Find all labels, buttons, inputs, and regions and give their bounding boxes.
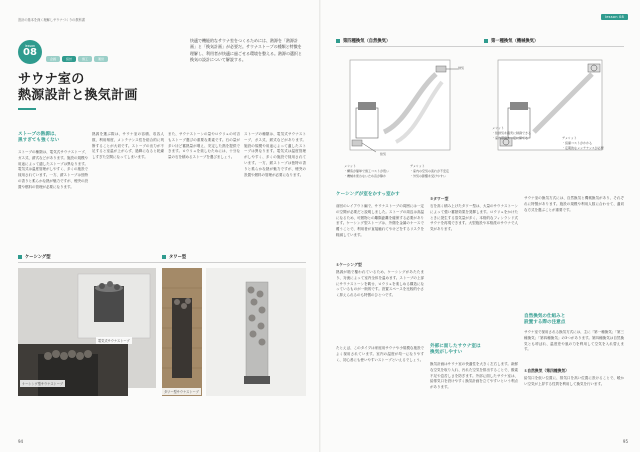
photo-tower-stove xyxy=(206,268,306,396)
photo-tower-sauna xyxy=(162,268,202,396)
square-bullet-icon xyxy=(18,255,22,259)
step-plan: 企画 xyxy=(46,56,60,62)
note-mechanical-merit: メリット ・給排気を確実に制御できる ・室内環境を一定に保てる xyxy=(492,126,532,140)
figure-heading-tower: タワー型 xyxy=(162,254,186,260)
subheading-casing: ①ケーシング型 xyxy=(336,262,362,267)
body-col-1: ストーブの種類は、電気式サウナストーブ、ガス式、薪式などがあります。施設の規模や用途によって適したストーブは異なります。電気式は温度管理がしやすく、多くの施設で採用されています。一方、薪ストーブは独特の香りと柔らかな熱が魅力ですが、煙突の設置や燃料の管理が必要になります。 xyxy=(18,150,88,189)
body-col-4: ストーブの種類は、電気式サウナストーブ、ガス式、薪式などがあります。施設の規模や用途によって適したストーブは異なります。電気式は温度管理がしやすく、多くの施設で採用されています。一方、薪ストーブは独特の香りと柔らかな熱が魅力ですが、煙突の設置や燃料の管理が必要になります。 xyxy=(244,132,306,177)
running-header-left: 設計の基本を深く理解しサウナづくりの教科書 xyxy=(18,18,85,22)
figure-heading-natural-ventilation: 第四種換気（自然換気） xyxy=(336,38,390,44)
lesson-label: lesson xyxy=(24,44,36,48)
section-heading-stove: ストーブの熱源は、 黒すぎても強くない xyxy=(18,132,60,144)
square-bullet-icon xyxy=(162,255,166,259)
photo-kerning-stove xyxy=(18,344,128,396)
intro-text: 快適で機能的なサウナ室をつくるためには、熱源を「熱源計画」と「換気計画」が必要だ。サウナストーブの種類と特徴を理解し、利用者が快適に過ごせる環境を整える。熱源の選択と換気の設計について解説する。 xyxy=(190,38,302,63)
step-operate: 運営 xyxy=(94,56,108,62)
caption-tower: タワー型サウナストーブ xyxy=(164,390,199,394)
lesson-number: 08 xyxy=(23,47,37,58)
section-heading-casing: ケーシングが室をかすっ室かす xyxy=(336,192,400,197)
page-number-left: 94 xyxy=(18,439,24,444)
subheading-tower: ②タワー型 xyxy=(430,196,449,201)
body-casing-2: 熱源が箱で覆われているため、ケーシングがあたたまり、対流によって室内全体を温めます。ストーブの上部にサウナストーンを載せ、ロウリュを楽しめる構造になっているものが一般的です。設置スペースを比較的小さく抑えられるのも特徴のひとつです。 xyxy=(336,270,424,298)
gutter xyxy=(319,0,321,452)
body-col-3: また、サウナストーンの量やロウリュの可否もストーブ選びの重要な要素です。石の量が多いほど蓄熱量が増え、安定した熱を提供できます。ロウリュを楽しむためには、十分な量の石を積めるストーブを選びましょう。 xyxy=(168,132,240,160)
body-tower-1: 石を高く積み上げたタワー型は、大量のサウナストーンによって強い蓄熱効果を発揮します。ロウリュをかけたときに発生する蒸気量が多く、本格的なフィンランド式サウナを再現できます。大型施設や本格派のサウナで人気があります。 xyxy=(430,204,518,232)
divider xyxy=(18,262,306,263)
title-line1: サウナ室の xyxy=(18,72,85,87)
body-natural-1: サウナ室で採用される換気方式には、主に「第一種換気」「第三種換気」「第四種換気」の3つがあります。第四種換気は自然換気とも呼ばれ、温度差や風の力を利用して空気を入れ替えます。 xyxy=(524,330,624,352)
section-heading-exterior: 外部に面したサウナ室は 換気がしやすい xyxy=(430,344,481,356)
title-underline xyxy=(18,108,36,110)
step-build: 施工 xyxy=(78,56,92,62)
label-intake-natural: 給気 xyxy=(380,152,387,156)
note-natural-merit: メリット ・構造が簡単で施工コストが低い ・機械を使わないため音が静か xyxy=(344,164,390,178)
lesson-badge xyxy=(18,40,42,64)
section-heading-natural: 自然換気の仕組みと 設置する際の注意点 xyxy=(524,314,566,326)
figure-heading-kerning: ケーシング型 xyxy=(18,254,51,260)
page-title xyxy=(18,72,138,110)
note-natural-demerit: デメリット ・室内の空気の流れが不安定 ・外気の影響を受けやすい xyxy=(410,164,450,178)
note-mechanical-demerit: デメリット ・設備コストがかかる ・定期的なメンテナンスが必要 xyxy=(562,136,604,150)
process-steps xyxy=(46,56,108,62)
lesson-tag: lesson 08 xyxy=(601,14,628,20)
body-natural-2: 給気口を低い位置に、排気口を高い位置に設けることで、暖かい空気が上昇する性質を利用して換気を行います。 xyxy=(524,376,624,386)
body-ventilation: サウナ室の換気方式には、自然換気と機械換気があり、それぞれに特徴があります。施設の規模や利用人数に合わせて、適切な方式を選ぶことが重要です。 xyxy=(524,196,624,212)
square-bullet-icon xyxy=(484,39,488,43)
divider xyxy=(336,46,624,47)
body-exterior: 換気計画はサウナ室の快適性を大きく左右します。新鮮な空気を取り入れ、汚れた空気を排出することで、酸素不足や息苦しさを防ぎます。外部に面したサウナ室は、給排気口を設けやすく換気計画を立てやすいという利点があります。 xyxy=(430,362,518,390)
page-number-right: 95 xyxy=(622,439,628,444)
subheading-natural: ①自然換気（第四種換気） xyxy=(524,368,569,373)
square-bullet-icon xyxy=(336,39,340,43)
body-casing-1: 前回のレイアウト編で、サウナストーブの周囲には一定の空間が必要だと説明しました。ストーブの周辺は高温になるため、可燃物との離隔距離を確保する必要があります。ケーシング型ストーブは、外側を金属のケースで覆うことで、利用者が直接触れてやけどをするリスクを軽減しています。 xyxy=(336,204,424,237)
step-design: 設計 xyxy=(62,56,76,62)
caption-small-stove: 電気式サウナストーブ xyxy=(98,339,130,343)
figure-heading-mechanical-ventilation: 第一種換気（機械換気） xyxy=(484,38,538,44)
diagram-natural-ventilation xyxy=(336,52,476,164)
body-col-2: 熱源を選ぶ際は、サウナ室の容積、収容人数、利用頻度、メンテナンス性を総合的に判断することが大切です。ストーブの出力が不足すると室温が上がらず、過剰になると乾燥しすぎた空間になってしまいます。 xyxy=(92,132,164,160)
caption-kerning: ケーシング型サウナストーブ xyxy=(22,382,63,386)
body-casing-3: たとえば、このタイプは家庭用サウナや小規模な施設でよく採用されています。室内の温度が均一になりやすく、初心者にも使いやすいストーブといえるでしょう。 xyxy=(336,346,424,362)
title-line2: 熱源設計と換気計画 xyxy=(18,88,138,103)
label-exhaust-natural: 排気 xyxy=(458,66,465,70)
